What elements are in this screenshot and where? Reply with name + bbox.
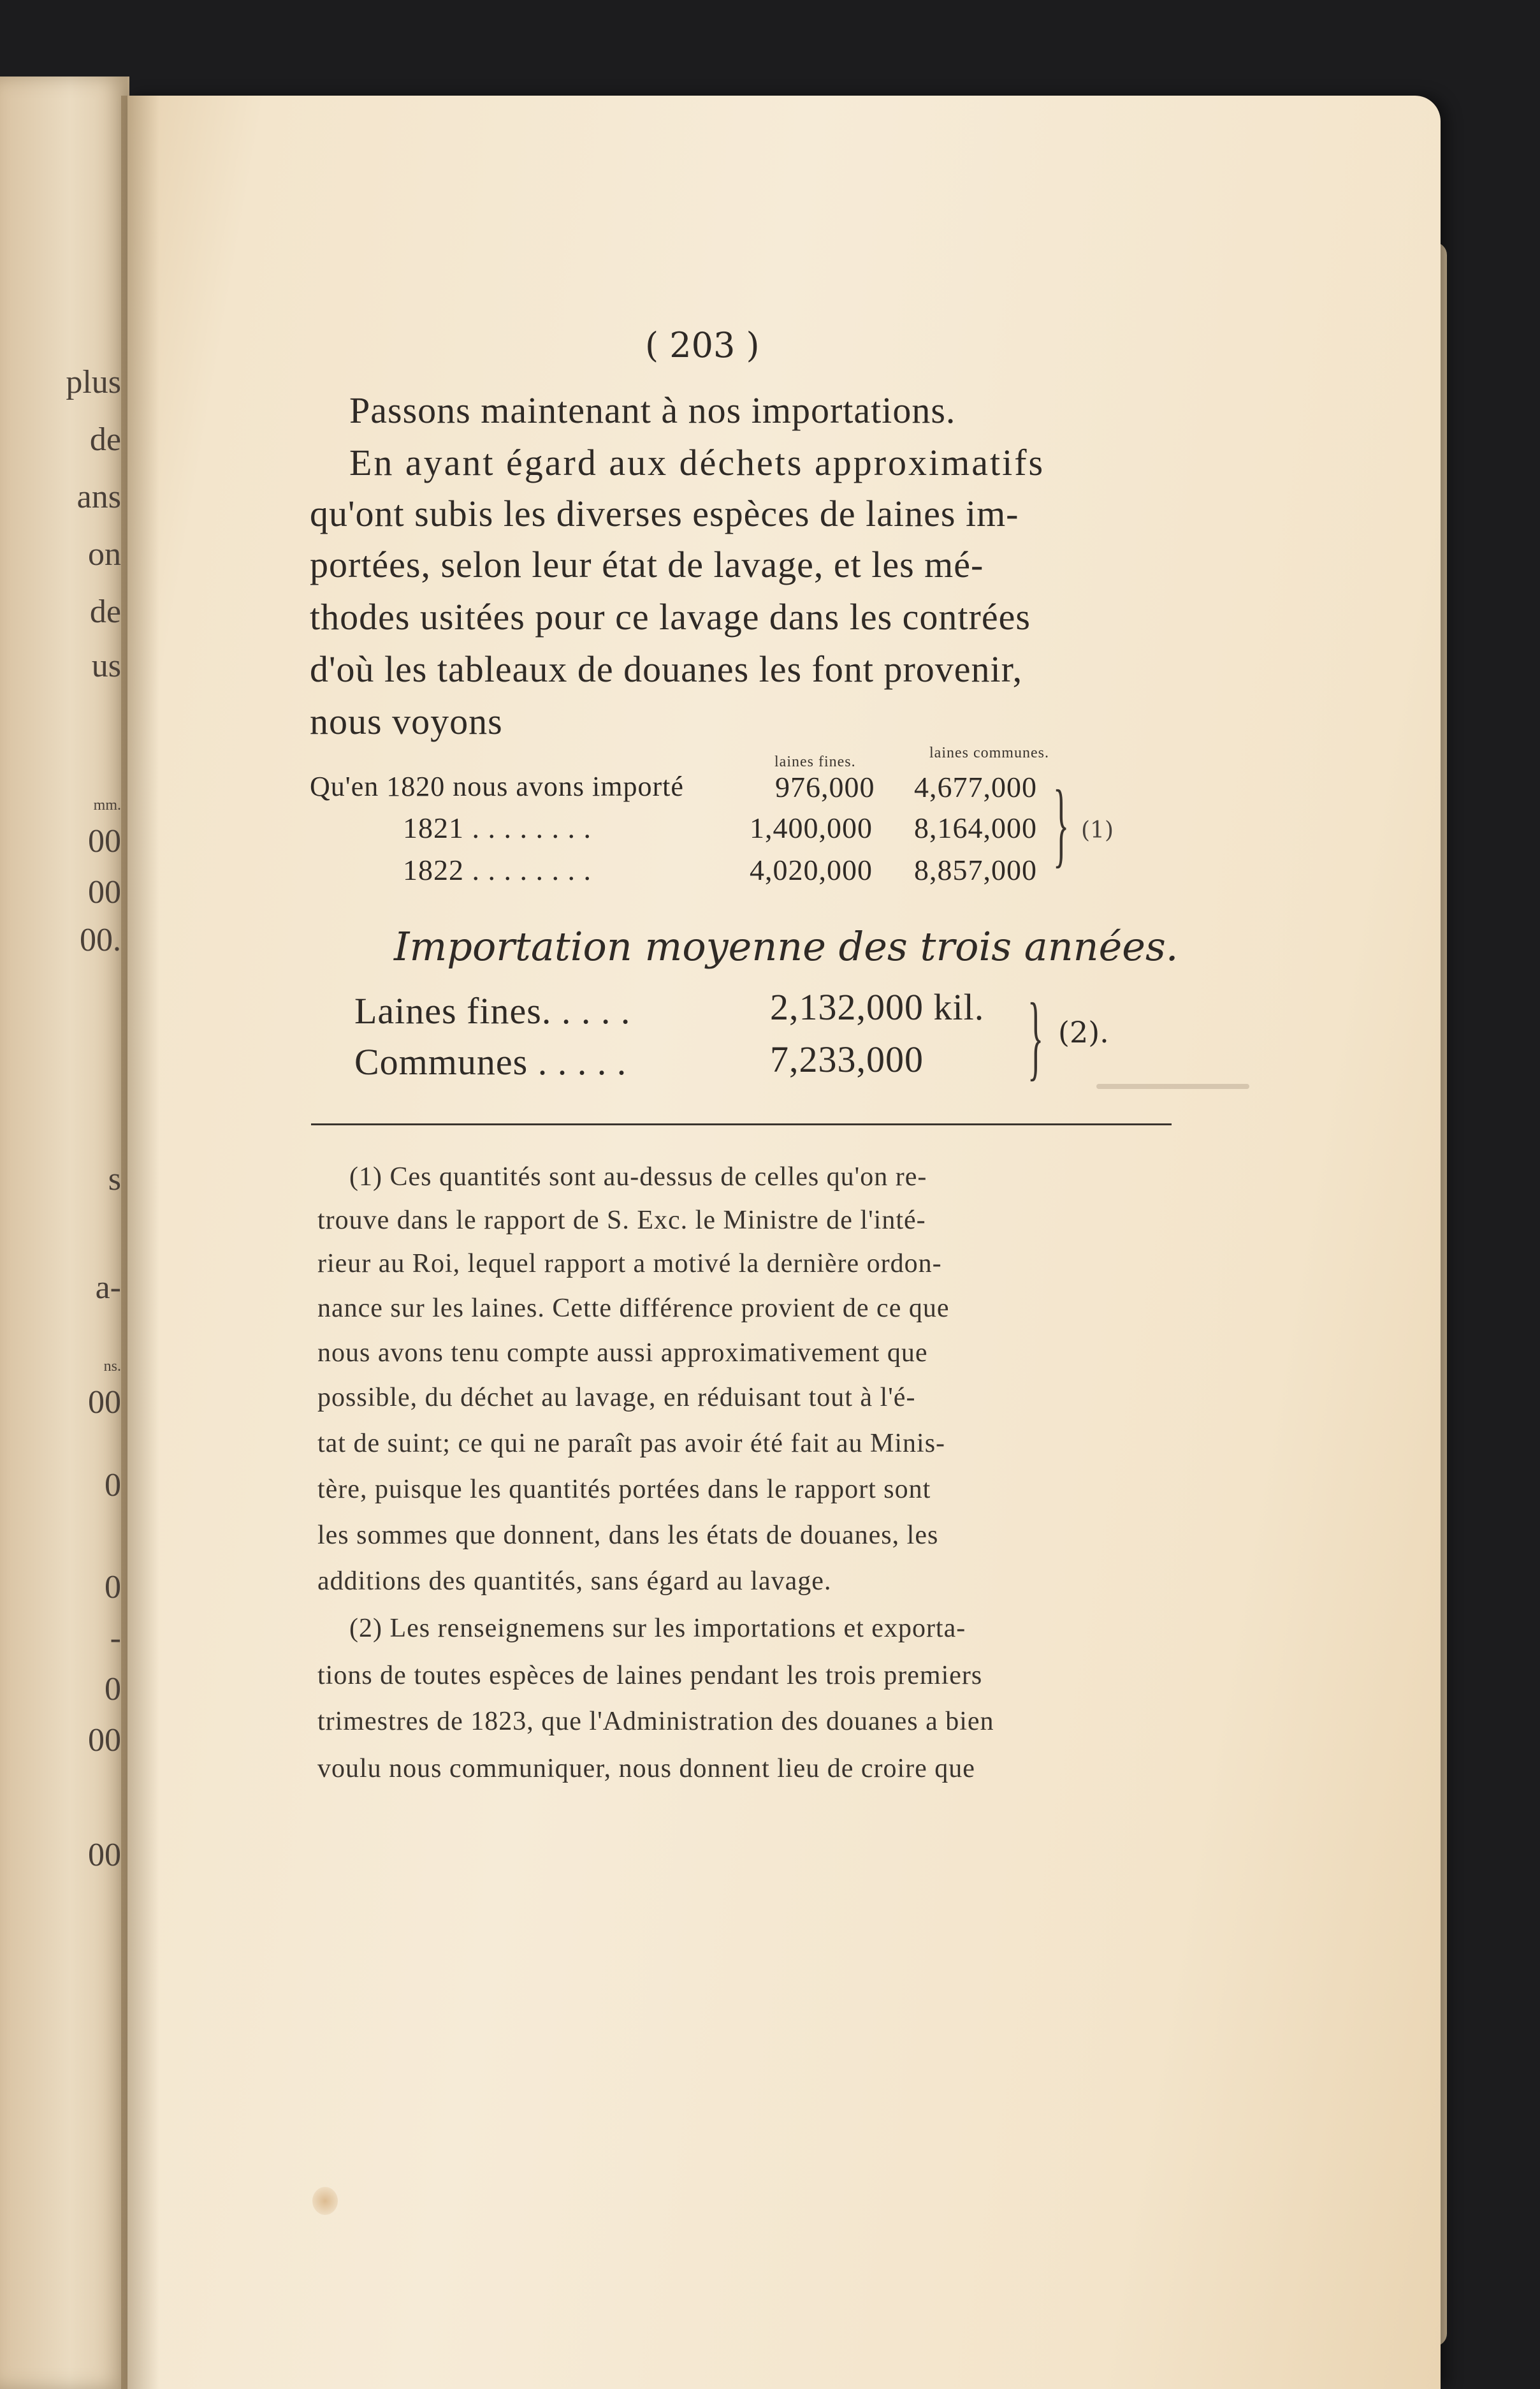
value-fines: 1,400,000 [750, 812, 873, 844]
footnote-line: tat de suint; ce qui ne paraît pas avoir été fait au Minis- [317, 1429, 946, 1458]
averages-note-ref: (2). [1058, 1015, 1109, 1049]
paragraph-line: En ayant égard aux déchets approximatifs [349, 442, 1045, 483]
page-binding-shadow [121, 96, 159, 2389]
footnote-line: trouve dans le rapport de S. Exc. le Ministre de l'inté- [317, 1206, 926, 1235]
paragraph-line: thodes usitées pour ce lavage dans les contrées [310, 596, 1031, 638]
left-page-fragment: 0 [105, 1467, 121, 1503]
row-label: 1821 . . . . . . . . [403, 812, 592, 844]
paragraph-line: Passons maintenant à nos importations. [349, 390, 956, 431]
left-page-fragment: de [89, 421, 121, 458]
left-page-fragment: us [91, 648, 121, 684]
left-page-fragment: 00 [88, 1722, 121, 1758]
left-page-fragment: on [88, 536, 121, 573]
left-page-fragment: - [110, 1620, 121, 1656]
left-page-fragment: 00. [80, 922, 121, 958]
average-label: Laines fines. . . . . [354, 990, 631, 1032]
average-value: 7,233,000 [770, 1039, 924, 1080]
footnote-line: (1) Ces quantités sont au-dessus de celles qu'on re- [349, 1162, 927, 1192]
page-number: ( 203 ) [645, 325, 760, 365]
paper-stain [312, 2187, 338, 2215]
table-note-ref: (1) [1081, 817, 1114, 844]
paragraph-line: nous voyons [310, 701, 503, 742]
left-page-fragment: 00 [88, 1837, 121, 1873]
previous-page-edge [0, 77, 129, 2389]
footnote-line: additions des quantités, sans égard au lavage. [317, 1567, 832, 1596]
value-communes: 8,857,000 [914, 854, 1037, 886]
left-page-fragment: ans [76, 479, 121, 515]
left-page-fragment: plus [66, 364, 121, 400]
footnote-line: tions de toutes espèces de laines pendant les trois premiers [317, 1661, 983, 1690]
left-page-fragment: a- [95, 1269, 121, 1306]
book-page [127, 96, 1441, 2389]
footnote-line: voulu nous communiquer, nous donnent lieu de croire que [317, 1754, 975, 1783]
column-header-fines: laines fines. [774, 754, 856, 770]
left-page-fragment: s [108, 1161, 121, 1197]
footnote-line: nous avons tenu compte aussi approximativement que [317, 1338, 928, 1368]
footnote-line: tère, puisque les quantités portées dans le rapport sont [317, 1475, 931, 1504]
footnote-line: les sommes que donnent, dans les états de douanes, les [317, 1521, 939, 1550]
value-communes: 4,677,000 [914, 771, 1037, 803]
section-heading: Importation moyenne des trois années. [394, 923, 1179, 970]
footnote-line: possible, du déchet au lavage, en réduisant tout à l'é- [317, 1383, 916, 1412]
left-page-fragment: ns. [103, 1358, 121, 1375]
value-fines: 4,020,000 [750, 854, 873, 886]
ink-smudge [1096, 1084, 1249, 1089]
paragraph-line: d'où les tableaux de douanes les font provenir, [310, 648, 1023, 690]
left-page-fragment: de [89, 594, 121, 630]
footnote-line: trimestres de 1823, que l'Administration des douanes a bien [317, 1707, 994, 1736]
table-row [310, 811, 1151, 849]
average-value: 2,132,000 kil. [770, 986, 985, 1028]
footnote-line: rieur au Roi, lequel rapport a motivé la dernière ordon- [317, 1249, 942, 1278]
averages-brace: } [1028, 984, 1044, 1090]
footnote-line: nance sur les laines. Cette différence provient de ce que [317, 1294, 950, 1323]
left-page-fragment: 00 [88, 1384, 121, 1421]
paragraph-line: qu'ont subis les diverses espèces de laines im- [310, 493, 1019, 534]
row-label: Qu'en 1820 nous avons importé [310, 771, 684, 802]
row-label: 1822 . . . . . . . . [403, 854, 592, 886]
left-page-fragment: 00 [88, 874, 121, 910]
footnote-line: (2) Les renseignemens sur les importations et exporta- [349, 1614, 966, 1643]
table-row [310, 770, 1151, 808]
table-brace: } [1053, 771, 1070, 877]
left-page-fragment: mm. [93, 797, 121, 814]
value-communes: 8,164,000 [914, 812, 1037, 844]
left-page-fragment: 0 [105, 1671, 121, 1707]
column-header-communes: laines communes. [929, 745, 1049, 761]
average-label: Communes . . . . . [354, 1041, 627, 1083]
value-fines: 976,000 [775, 771, 875, 803]
left-page-fragment: 0 [105, 1569, 121, 1605]
paragraph-line: portées, selon leur état de lavage, et les mé- [310, 544, 984, 585]
left-page-fragment: 00 [88, 823, 121, 859]
table-row [310, 853, 1151, 891]
footnote-rule [311, 1123, 1172, 1125]
